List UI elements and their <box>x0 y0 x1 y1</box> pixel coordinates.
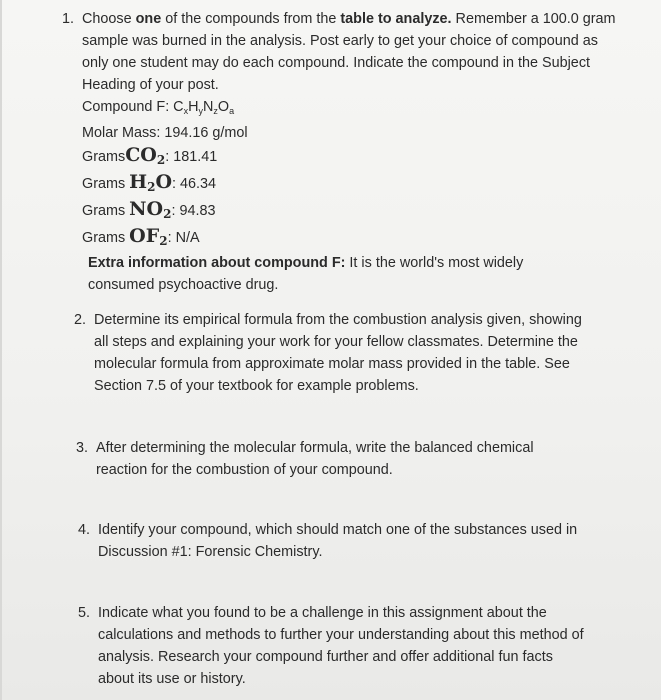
extra-information-label: Extra information about compound F: <box>88 255 346 271</box>
grams-co2: GramsCO2: 181.41 <box>82 144 218 167</box>
question-1-emphasis-one: one <box>135 11 162 27</box>
question-5 <box>78 602 588 690</box>
question-2-text: Determine its empirical formula from the combustion analysis given, showing all steps and explaining your work for your fellow classmates. Determine the molecular formula from approximate molar mass provided in the table. See Section 7.5 of your textbook for example problems. <box>94 312 582 394</box>
extra-information-text: It is the world's most widely consumed psychoactive drug. <box>88 255 524 293</box>
question-5-number: 5. <box>78 605 91 621</box>
question-5-text: Indicate what you found to be a challenge in this assignment about the calculations and methods to further your understanding about this method of analysis. Research your compound further and offer additional fun facts about its use or history. <box>98 605 584 687</box>
question-4-text: Identify your compound, which should match one of the substances used in Discussion #1: Forensic Chemistry. <box>98 522 578 560</box>
grams-no2: Grams NO2: 94.83 <box>82 198 216 221</box>
question-2 <box>74 309 594 397</box>
question-1-text-a: Choose <box>82 11 136 27</box>
question-4-number: 4. <box>78 522 91 538</box>
molar-mass: Molar Mass: 194.16 g/mol <box>82 125 248 141</box>
compound-formula: Compound F: $C_xH_yN_zO_a$ <box>82 99 235 116</box>
question-3 <box>76 437 576 481</box>
question-1-text-c: Remember a 100.0 gram sample was burned in the analysis. Post early to get your choice of compound as only one student may do each compound. Indicate the compound in the Subject Heading of your post. <box>82 11 616 93</box>
grams-h2o: Grams H2O: 46.34 <box>82 171 217 194</box>
question-1-number: 1. <box>62 11 75 27</box>
question-1-prompt <box>62 8 622 96</box>
question-3-number: 3. <box>76 440 89 456</box>
question-1 <box>62 8 622 296</box>
table-link[interactable]: table to analyze. <box>340 11 452 27</box>
question-3-text: After determining the molecular formula, write the balanced chemical reaction for the combustion of your compound. <box>96 440 534 478</box>
question-1-text-b: of the compounds from the <box>161 11 341 27</box>
extra-information <box>88 252 548 296</box>
question-2-number: 2. <box>74 312 87 328</box>
question-4 <box>78 519 588 563</box>
grams-of2: Grams OF2: N/A <box>82 225 200 248</box>
